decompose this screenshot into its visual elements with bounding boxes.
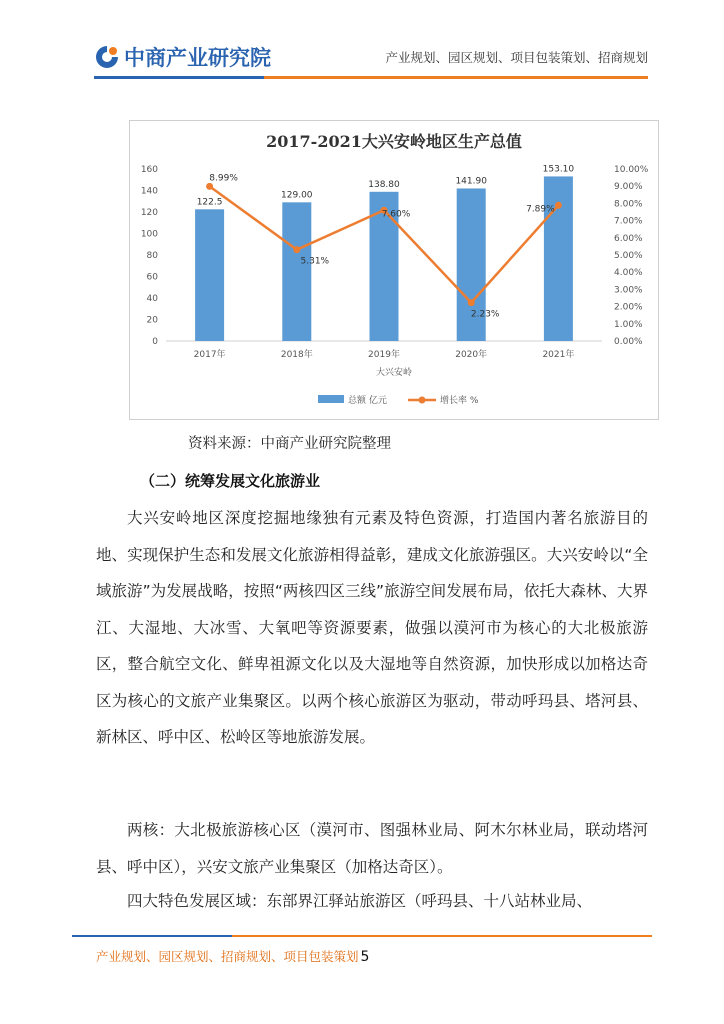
growth-rate-label: 8.99% (209, 173, 238, 184)
y-left-tick-label: 20 (146, 315, 158, 326)
y-right-tick-label: 7.00% (614, 216, 643, 227)
y-left-tick-label: 100 (140, 229, 158, 240)
page-footer (96, 947, 369, 965)
chart-svg (130, 121, 658, 419)
legend-label-line: 增长率 % (440, 396, 479, 406)
gdp-chart (129, 120, 659, 420)
page-number: 5 (360, 949, 370, 965)
logo (94, 42, 271, 72)
y-left-tick-label: 140 (140, 186, 158, 197)
bar-value-label: 153.10 (542, 164, 575, 175)
y-right-tick-label: 6.00% (614, 233, 643, 244)
y-right-tick-label: 1.00% (614, 319, 643, 330)
x-tick-label: 2020年 (455, 350, 488, 360)
y-left-tick-label: 120 (140, 208, 158, 218)
y-right-tick-label: 0.00% (614, 337, 643, 347)
y-right-tick-label: 8.00% (614, 199, 643, 210)
growth-rate-point (206, 183, 213, 190)
y-left-tick-label: 60 (146, 272, 158, 283)
bar-value-label: 141.90 (455, 176, 487, 187)
legend-label-bar: 总额 亿元 (348, 396, 387, 406)
legend-swatch-point (419, 397, 426, 404)
paragraph-two-cores: 两核：大北极旅游核心区（漠河市、图强林业局、阿木尔林业局，联动塔河县、呼中区），兴安文旅产业集聚区（加格达奇区）。 (96, 821, 648, 876)
logo-mark-icon (94, 44, 120, 70)
y-right-tick-label: 3.00% (614, 285, 643, 296)
legend-swatch-bar (318, 395, 344, 403)
y-left-tick-label: 40 (146, 294, 158, 304)
y-right-tick-label: 10.00% (614, 165, 649, 175)
bar (544, 176, 573, 341)
x-tick-label: 2021年 (542, 350, 575, 360)
paragraph-four-zones: 四大特色发展区域：东部界江驿站旅游区（呼玛县、十八站林业局、 (127, 892, 593, 910)
growth-rate-label: 2.23% (470, 309, 500, 320)
y-right-tick-label: 9.00% (614, 182, 643, 193)
page-header (0, 0, 724, 90)
logo-text: 中商产业研究院 (124, 46, 271, 70)
growth-rate-label: 7.89% (526, 204, 555, 215)
y-left-tick-label: 0 (152, 337, 158, 347)
header-rule-orange (264, 76, 648, 79)
footer-rule-blue (72, 935, 232, 937)
y-right-tick-label: 4.00% (614, 268, 643, 279)
bar-value-label: 138.80 (368, 179, 400, 190)
bar-value-label: 129.00 (281, 190, 313, 201)
y-left-tick-label: 160 (140, 165, 158, 175)
growth-rate-label: 5.31% (300, 256, 330, 267)
growth-rate-point (293, 246, 300, 253)
growth-rate-label: 7.60% (381, 209, 411, 220)
footer-rule-orange (232, 935, 652, 937)
x-tick-label: 2018年 (280, 350, 313, 360)
header-tagline: 产业规划、园区规划、项目包装策划、招商规划 (385, 50, 648, 65)
chart-source: 资料来源：中商产业研究院整理 (188, 436, 391, 452)
bar (282, 202, 311, 341)
section-heading: （二）统筹发展文化旅游业 (140, 472, 321, 490)
y-right-tick-label: 2.00% (614, 302, 643, 313)
y-left-tick-label: 80 (146, 251, 158, 261)
growth-rate-point (468, 299, 475, 306)
header-rule-blue (94, 76, 264, 79)
paragraph-tourism: 大兴安岭地区深度挖掘地缘独有元素及特色资源，打造国内著名旅游目的地、实现保护生态和发展文化旅游相得益彰，建成文化旅游强区。大兴安岭以“全域旅游”为发展战略，按照“两核四区三线”旅游空间发展布局，依托大森林、大界江、大湿地、大冰雪、大氧吧等资源要素，做强以漠河市为核心的大北极旅游区，整合航空文化、鲜卑祖源文化以及大湿地等自然资源，加快形成以加格达奇区为核心的文旅产业集聚区。以两个核心旅游区为驱动，带动呼玛县、塔河县、新林区、呼中区、松岭区等地旅游发展。 (96, 509, 648, 746)
growth-rate-point (555, 202, 562, 209)
bar (195, 209, 224, 341)
x-axis-label: 大兴安岭 (375, 368, 413, 378)
y-right-tick-label: 5.00% (614, 251, 643, 261)
bar-value-label: 122.5 (196, 197, 223, 208)
footer-text: 产业规划、园区规划、招商规划、项目包装策划 (96, 949, 359, 964)
x-tick-label: 2019年 (368, 350, 400, 360)
chart-title: 2017-2021大兴安岭地区生产总值 (266, 132, 522, 151)
x-tick-label: 2017年 (193, 350, 226, 360)
